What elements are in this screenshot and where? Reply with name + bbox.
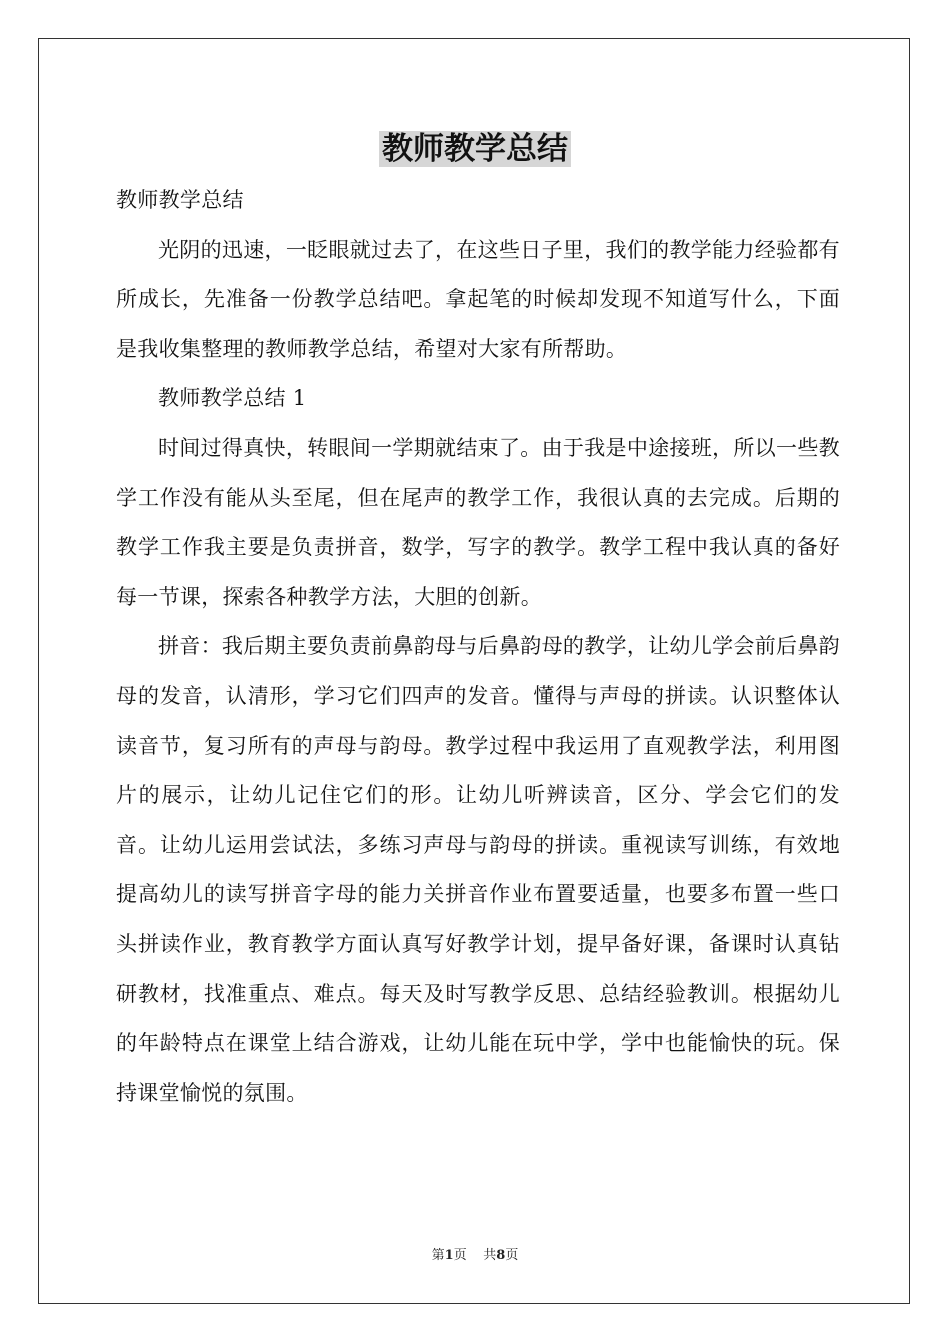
document-body	[116, 176, 840, 1118]
page-suffix: 页	[453, 1248, 467, 1263]
body-paragraph: 拼音：我后期主要负责前鼻韵母与后鼻韵母的教学，让幼儿学会前后鼻韵母的发音，认清形，学习它们四声的发音。懂得与声母的拼读。认识整体认读音节，复习所有的声母与韵母。教学过程中我运用了直观教学法，利用图片的展示，让幼儿记住它们的形。让幼儿听辨读音，区分、学会它们的发音。让幼儿运用尝试法，多练习声母与韵母的拼读。重视读写训练，有效地提高幼儿的读写拼音字母的能力关拼音作业布置要适量，也要多布置一些口头拼读作业，教育教学方面认真写好教学计划，提早备好课，备课时认真钻研教材，找准重点、难点。每天及时写教学反思、总结经验教训。根据幼儿的年龄特点在课堂上结合游戏，让幼儿能在玩中学，学中也能愉快的玩。保持课堂愉悦的氛围。	[116, 634, 840, 1105]
page-number: 1	[444, 1248, 454, 1263]
total-prefix: 共	[483, 1248, 497, 1263]
document-title	[0, 126, 950, 172]
body-paragraph: 时间过得真快，转眼间一学期就结束了。由于我是中途接班，所以一些教学工作没有能从头至尾，但在尾声的教学工作，我很认真的去完成。后期的教学工作我主要是负责拼音，数学，写字的教学。教学工程中我认真的备好每一节课，探索各种教学方法，大胆的创新。	[116, 435, 840, 609]
total-suffix: 页	[505, 1248, 519, 1263]
document-title-text: 教师教学总结	[379, 131, 571, 167]
page-footer	[0, 1246, 950, 1266]
section-heading: 教师教学总结 1	[158, 386, 307, 411]
document-subtitle: 教师教学总结	[116, 188, 244, 212]
total-pages: 8	[496, 1248, 506, 1263]
page-prefix: 第	[431, 1248, 445, 1263]
intro-paragraph: 光阴的迅速，一眨眼就过去了，在这些日子里，我们的教学能力经验都有所成长，先准备一份教学总结吧。拿起笔的时候却发现不知道写什么，下面是我收集整理的教师教学总结，希望对大家有所帮助。	[116, 237, 840, 361]
